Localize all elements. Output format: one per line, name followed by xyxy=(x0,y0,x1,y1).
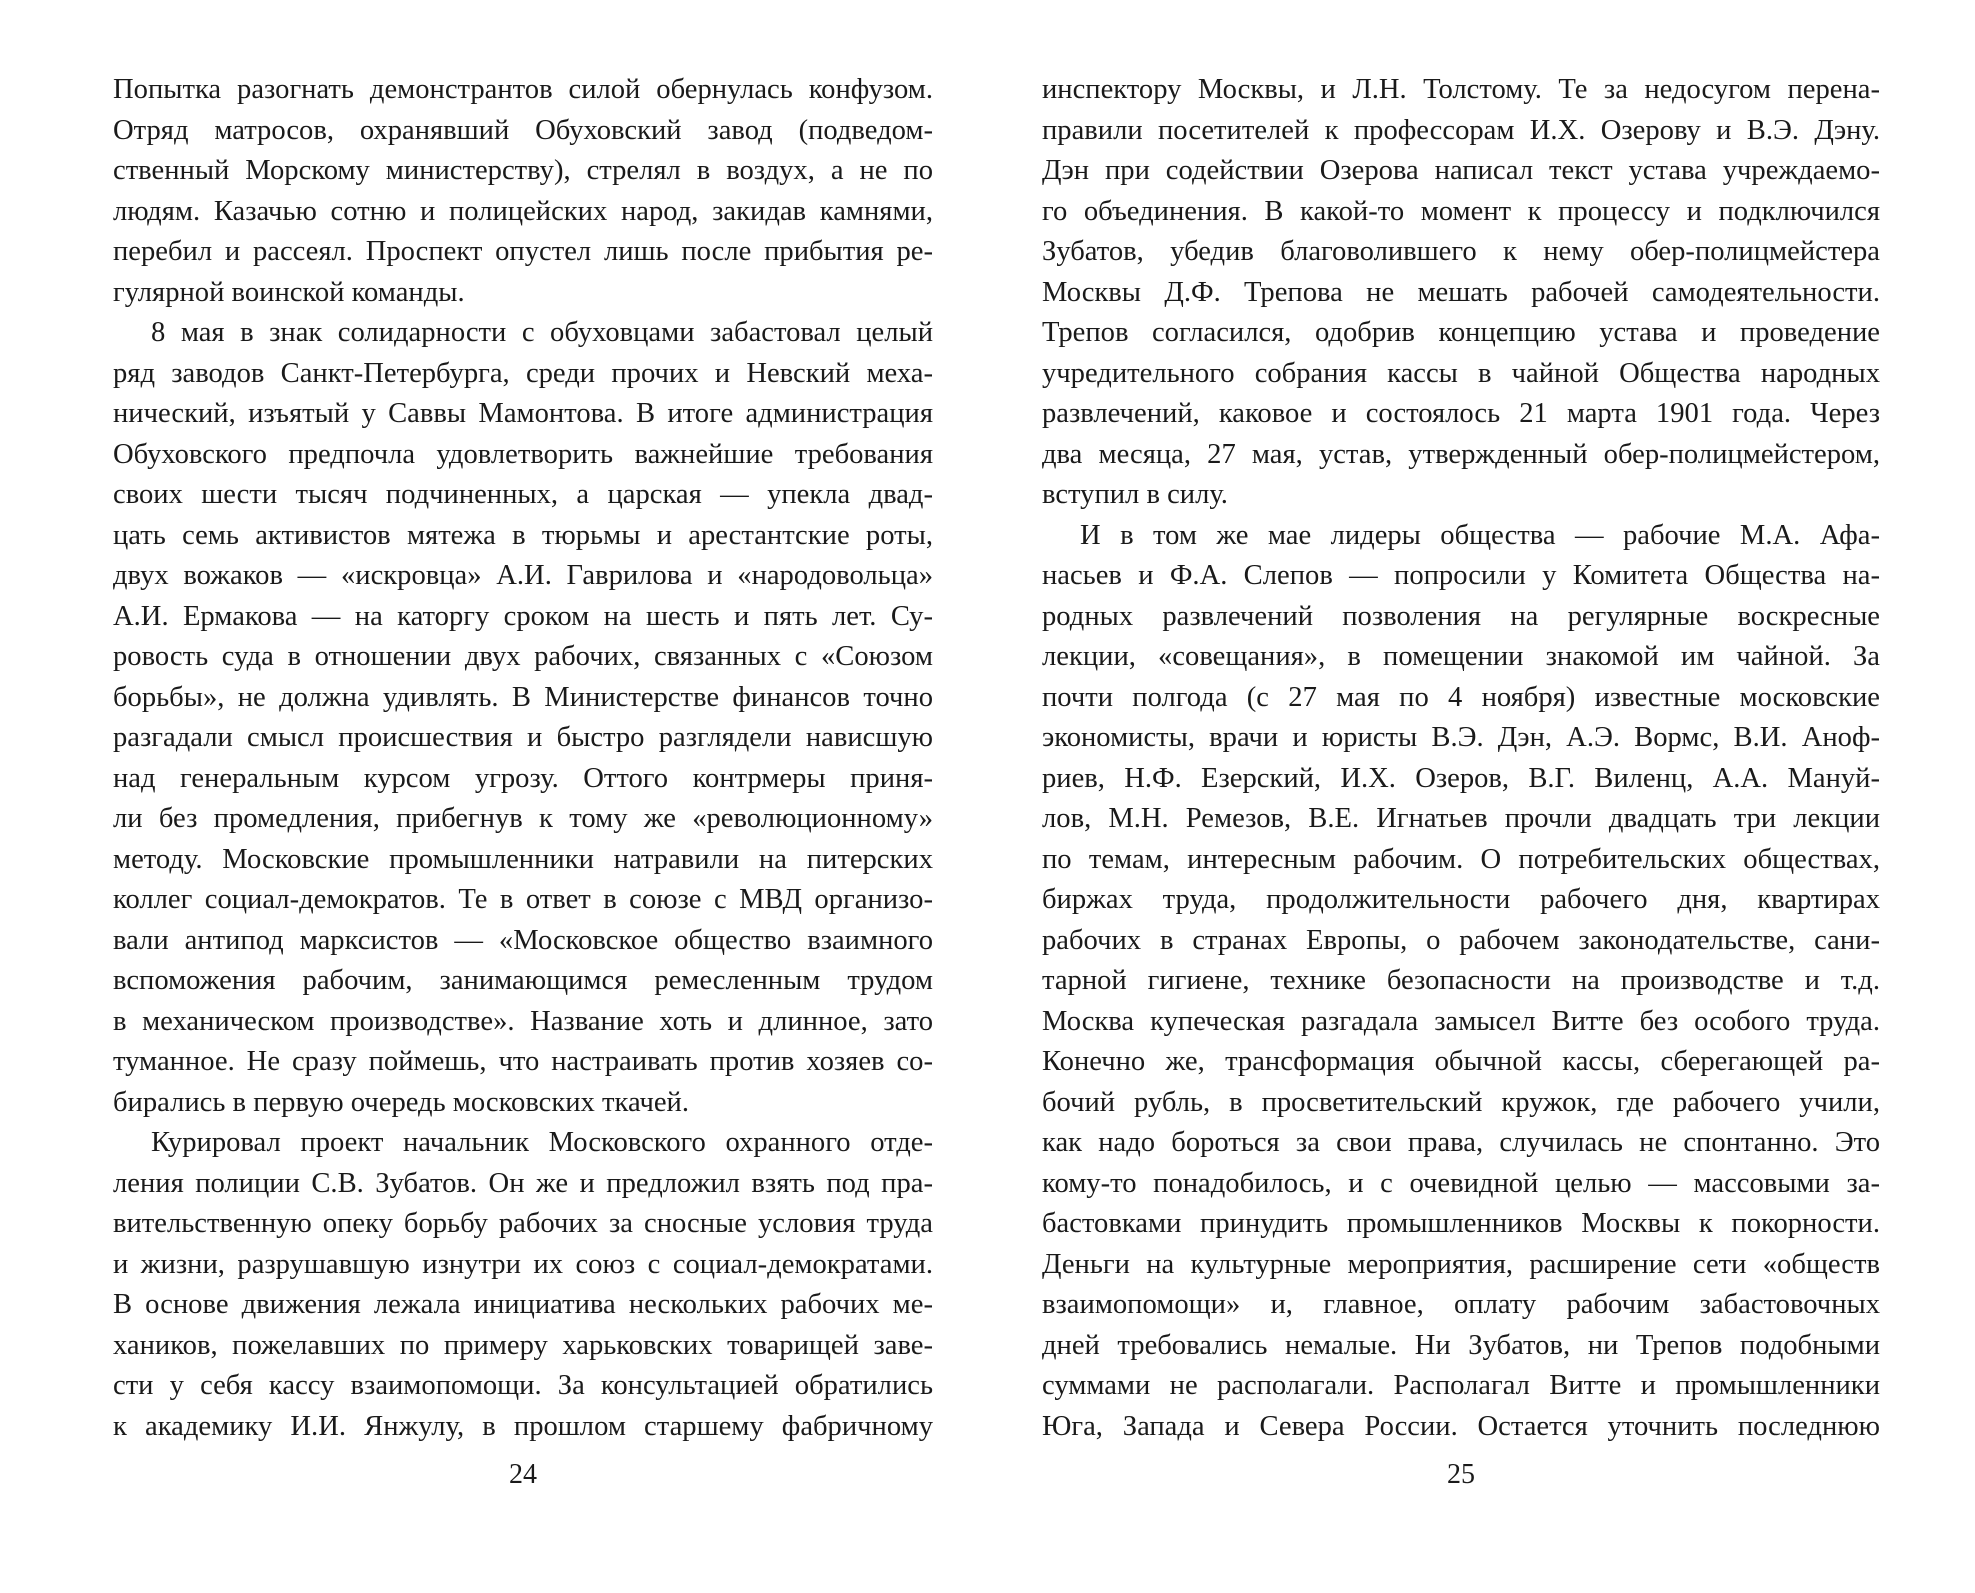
text-line: бочий рубль, в просветительский кружок, где рабочего учили, xyxy=(1042,1086,1880,1118)
text-line: почти полгода (с 27 мая по 4 ноября) известные московские xyxy=(1042,681,1880,713)
text-line: Попытка разогнать демонстрантов силой обернулась конфузом. xyxy=(113,74,933,105)
paragraph xyxy=(113,1123,933,1447)
text-line: В основе движения лежала инициатива нескольких рабочих ме- xyxy=(113,1289,933,1320)
text-line: ли без промедления, прибегнув к тому же «революционному» xyxy=(113,803,933,834)
text-line: Трепов согласился, одобрив концепцию устава и проведение xyxy=(1042,317,1880,348)
text-line: биржах труда, продолжительности рабочего дня, квартирах xyxy=(1042,884,1880,915)
text-line: взаимопомощи» и, главное, оплату рабочим забастовочных xyxy=(1042,1289,1880,1320)
left-page-text xyxy=(113,70,933,1447)
paragraph xyxy=(1042,516,1880,1448)
paragraph xyxy=(113,70,933,313)
text-line: инспектору Москвы, и Л.Н. Толстому. Те за недосугом перена- xyxy=(1042,74,1880,105)
text-line: учредительного собрания кассы в чайной Общества народных xyxy=(1042,357,1880,389)
text-line: Дэн при содействии Озерова написал текст устава учреждаемо- xyxy=(1042,155,1880,186)
text-line: го объединения. В какой-то момент к процессу и подключился xyxy=(1042,195,1880,227)
text-line: борьбы», не должна удивлять. В Министерстве финансов точно xyxy=(113,681,933,713)
text-line: и жизни, разрушавшую изнутри их союз с социал-демократами. xyxy=(113,1248,933,1280)
text-line: перебил и рассеял. Проспект опустел лишь после прибытия ре- xyxy=(113,236,933,267)
text-line: ровость суда в отношении двух рабочих, связанных с «Союзом xyxy=(113,641,933,672)
text-line: риев, Н.Ф. Езерский, И.Х. Озеров, В.Г. Виленц, А.А. Мануй- xyxy=(1042,762,1880,794)
right-page xyxy=(1042,70,1880,1570)
text-line: кому-то понадобилось, и с очевидной целью — массовыми за- xyxy=(1042,1167,1880,1199)
text-line: вспоможения рабочим, занимающимся ремесленным трудом xyxy=(113,965,933,996)
text-line: туманное. Не сразу поймешь, что настраивать против хозяев со- xyxy=(113,1046,933,1077)
text-line: рабочих в странах Европы, о рабочем законодательстве, сани- xyxy=(1042,924,1880,956)
text-line: своих шести тысяч подчиненных, а царская — упекла двад- xyxy=(113,479,933,510)
text-line: насьев и Ф.А. Слепов — попросили у Комитета Общества на- xyxy=(1042,560,1880,591)
text-line: сти у себя кассу взаимопомощи. За консультацией обратились xyxy=(113,1370,933,1401)
text-line: лекции, «совещания», в помещении знакомой им чайной. За xyxy=(1042,641,1880,672)
text-line: Юга, Запада и Севера России. Остается уточнить последнюю xyxy=(1042,1410,1880,1442)
paragraph xyxy=(1042,70,1880,516)
left-page-number: 24 xyxy=(509,1459,537,1490)
text-line: вступил в силу. xyxy=(1042,479,1228,510)
text-line: методу. Московские промышленники натравили на питерских xyxy=(113,843,933,875)
text-line: Конечно же, трансформация обычной кассы, сберегающей ра- xyxy=(1042,1046,1880,1077)
right-page-text xyxy=(1042,70,1880,1447)
text-line: к академику И.И. Янжулу, в прошлом старшему фабричному xyxy=(113,1410,933,1442)
text-line: по темам, интересным рабочим. О потребительских обществах, xyxy=(1042,843,1880,875)
text-line: ственный Морскому министерству), стрелял в воздух, а не по xyxy=(113,155,933,186)
text-line: хаников, пожелавших по примеру харьковских товарищей заве- xyxy=(113,1329,933,1361)
text-line: над генеральным курсом угрозу. Оттого контрмеры приня- xyxy=(113,762,933,794)
text-line: ряд заводов Санкт-Петербурга, среди прочих и Невский меха- xyxy=(113,357,933,389)
text-line: И в том же мае лидеры общества — рабочие М.А. Афа- xyxy=(1080,519,1880,551)
text-line: вали антипод марксистов — «Московское общество взаимного xyxy=(113,924,933,956)
text-line: вительственную опеку борьбу рабочих за сносные условия труда xyxy=(113,1208,933,1239)
text-line: родных развлечений позволения на регулярные воскресные xyxy=(1042,600,1880,632)
paragraph xyxy=(113,313,933,1123)
text-line: два месяца, 27 мая, устав, утвержденный обер-полицмейстером, xyxy=(1042,438,1880,470)
text-line: лов, М.Н. Ремезов, В.Е. Игнатьев прочли двадцать три лекции xyxy=(1042,803,1880,834)
text-line: дней требовались немалые. Ни Зубатов, ни Трепов подобными xyxy=(1042,1329,1880,1361)
text-line: 8 мая в знак солидарности с обуховцами забастовал целый xyxy=(151,317,933,348)
text-line: Отряд матросов, охранявший Обуховский завод (подведом- xyxy=(113,114,933,146)
text-line: правили посетителей к профессорам И.Х. Озерову и В.Э. Дэну. xyxy=(1042,114,1880,146)
text-line: как надо бороться за свои права, случилась не спонтанно. Это xyxy=(1042,1127,1880,1158)
left-page xyxy=(113,70,933,1570)
text-line: Москвы Д.Ф. Трепова не мешать рабочей самодеятельности. xyxy=(1042,276,1880,308)
text-line: суммами не располагали. Располагал Витте и промышленники xyxy=(1042,1370,1880,1401)
text-line: Курировал проект начальник Московского охранного отде- xyxy=(151,1127,933,1158)
text-line: людям. Казачью сотню и полицейских народ, закидав камнями, xyxy=(113,195,933,227)
text-line: разгадали смысл происшествия и быстро разглядели нависшую xyxy=(113,722,933,753)
text-line: Москва купеческая разгадала замысел Витте без особого труда. xyxy=(1042,1005,1880,1037)
text-line: Деньги на культурные мероприятия, расширение сети «обществ xyxy=(1042,1248,1880,1280)
text-line: гулярной воинской команды. xyxy=(113,276,465,308)
text-line: бирались в первую очередь московских ткачей. xyxy=(113,1086,690,1118)
text-line: коллег социал-демократов. Те в ответ в союзе с МВД организо- xyxy=(113,884,933,915)
text-line: в механическом производстве». Название хоть и длинное, зато xyxy=(113,1005,933,1037)
text-line: двух вожаков — «искровца» А.И. Гаврилова и «народовольца» xyxy=(113,560,933,591)
text-line: нический, изъятый у Саввы Мамонтова. В итоге администрация xyxy=(113,398,933,429)
text-line: экономисты, врачи и юристы В.Э. Дэн, А.Э. Вормс, В.И. Аноф- xyxy=(1042,722,1880,753)
right-page-number: 25 xyxy=(1447,1459,1475,1490)
text-line: ления полиции С.В. Зубатов. Он же и предложил взять под пра- xyxy=(113,1167,933,1199)
text-line: развлечений, каковое и состоялось 21 марта 1901 года. Через xyxy=(1042,398,1880,429)
text-line: Зубатов, убедив благоволившего к нему обер-полицмейстера xyxy=(1042,236,1880,267)
text-line: бастовками принудить промышленников Москвы к покорности. xyxy=(1042,1208,1880,1239)
text-line: Обуховского предпочла удовлетворить важнейшие требования xyxy=(113,438,933,470)
text-line: А.И. Ермакова — на каторгу сроком на шесть и пять лет. Су- xyxy=(113,600,933,632)
text-line: цать семь активистов мятежа в тюрьмы и арестантские роты, xyxy=(113,519,933,551)
text-line: тарной гигиене, технике безопасности на производстве и т.д. xyxy=(1042,965,1880,996)
